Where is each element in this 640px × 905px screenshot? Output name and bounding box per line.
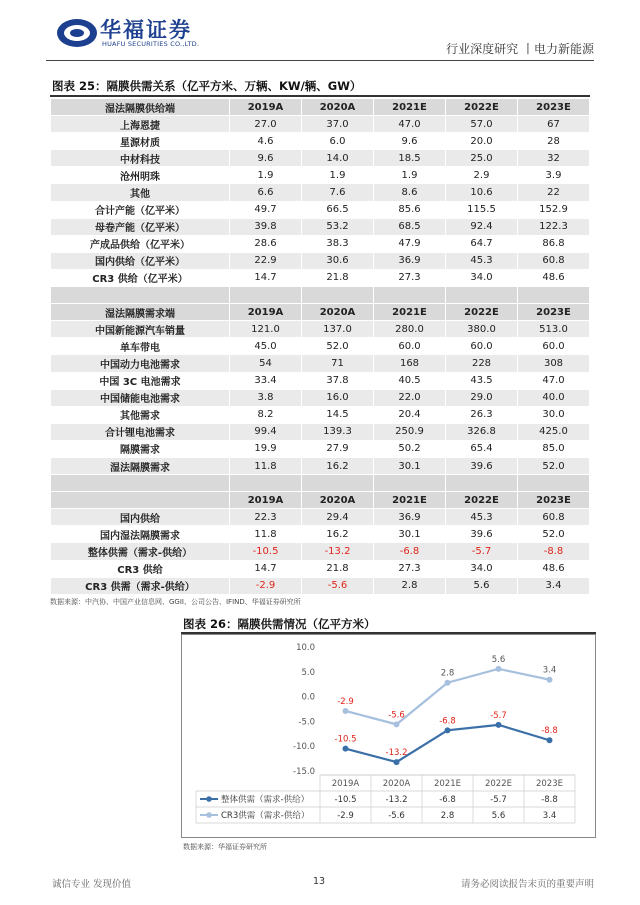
legend-table-value: -13.2 bbox=[385, 795, 408, 805]
value-cell: 228 bbox=[446, 355, 518, 372]
table-row bbox=[51, 406, 590, 423]
data-label: -5.6 bbox=[388, 710, 405, 721]
value-cell: 380.0 bbox=[446, 321, 518, 338]
value-cell: 60.0 bbox=[446, 338, 518, 355]
value-cell: 121.0 bbox=[230, 321, 302, 338]
year-header-cell: 2021E bbox=[374, 304, 446, 321]
value-cell: 67 bbox=[518, 116, 590, 133]
value-cell: 36.9 bbox=[374, 252, 446, 269]
data-label: -13.2 bbox=[385, 748, 408, 759]
data-point bbox=[445, 727, 451, 733]
value-cell: 425.0 bbox=[518, 423, 590, 440]
value-cell: 40.5 bbox=[374, 372, 446, 389]
row-label-cell: 上海恩捷 bbox=[51, 116, 230, 133]
value-cell: 27.0 bbox=[230, 116, 302, 133]
year-header-cell: 2019A bbox=[230, 99, 302, 116]
company-logo bbox=[56, 12, 226, 54]
figure-26-source: 数据来源：华福证券研究所 bbox=[183, 843, 267, 851]
value-cell: 3.4 bbox=[518, 577, 590, 594]
value-cell: 18.5 bbox=[374, 150, 446, 167]
figure-25-rule bbox=[50, 95, 590, 97]
value-cell: 11.8 bbox=[230, 526, 302, 543]
value-cell: 1.9 bbox=[230, 167, 302, 184]
table-header-row bbox=[51, 99, 590, 116]
figure-25-source: 数据来源：中汽协、中国产业信息网、GGII、公司公告、IFIND、华福证券研究所 bbox=[50, 598, 301, 606]
value-cell: 21.8 bbox=[302, 269, 374, 286]
value-cell: 137.0 bbox=[302, 321, 374, 338]
y-tick-label: -5.0 bbox=[298, 717, 315, 728]
year-header-cell: 2021E bbox=[374, 99, 446, 116]
legend-swatch-marker bbox=[206, 812, 212, 818]
value-cell: 40.0 bbox=[518, 389, 590, 406]
value-cell: 7.6 bbox=[302, 184, 374, 201]
value-cell: 37.0 bbox=[302, 116, 374, 133]
table-row bbox=[51, 252, 590, 269]
value-cell: 54 bbox=[230, 355, 302, 372]
value-cell: 9.6 bbox=[230, 150, 302, 167]
x-category-label: 2020A bbox=[382, 779, 411, 789]
value-cell: 5.6 bbox=[446, 577, 518, 594]
value-cell: 14.7 bbox=[230, 269, 302, 286]
data-point bbox=[343, 746, 349, 752]
logo-emblem-icon bbox=[56, 12, 98, 54]
value-cell: 60.0 bbox=[374, 338, 446, 355]
value-cell: 26.3 bbox=[446, 406, 518, 423]
data-point bbox=[445, 680, 451, 686]
value-cell: 30.6 bbox=[302, 252, 374, 269]
row-label-cell: 其他需求 bbox=[51, 406, 230, 423]
x-category-label: 2023E bbox=[535, 779, 564, 789]
row-label-cell: CR3 供需（需求-供给） bbox=[51, 577, 230, 594]
legend-table-value: 5.6 bbox=[491, 811, 506, 821]
header-section-label: 行业深度研究 丨电力新能源 bbox=[446, 42, 594, 56]
table-row bbox=[51, 543, 590, 560]
value-cell: 250.9 bbox=[374, 423, 446, 440]
table-row bbox=[51, 526, 590, 543]
value-cell: 3.9 bbox=[518, 167, 590, 184]
value-cell: 22.9 bbox=[230, 252, 302, 269]
figure-25-title: 图表 25：隔膜供需关系（亿平方米、万辆、KW/辆、GW） bbox=[52, 79, 362, 93]
value-cell: 60.8 bbox=[518, 252, 590, 269]
value-cell: 9.6 bbox=[374, 133, 446, 150]
value-cell: 71 bbox=[302, 355, 374, 372]
table-row bbox=[51, 372, 590, 389]
footer-motto: 诚信专业 发现价值 bbox=[52, 879, 132, 890]
year-header-cell: 2020A bbox=[302, 99, 374, 116]
value-cell: 16.0 bbox=[302, 389, 374, 406]
supply-demand-line-chart bbox=[182, 635, 595, 837]
value-cell: 85.6 bbox=[374, 201, 446, 218]
value-cell: 6.0 bbox=[302, 133, 374, 150]
table-row bbox=[51, 440, 590, 457]
table-row bbox=[51, 577, 590, 594]
value-cell: 38.3 bbox=[302, 235, 374, 252]
y-tick-label: -15.0 bbox=[293, 767, 315, 777]
x-category-label: 2022E bbox=[484, 779, 513, 789]
value-cell: 45.0 bbox=[230, 338, 302, 355]
data-point bbox=[496, 666, 502, 672]
value-cell: 39.6 bbox=[446, 526, 518, 543]
data-point bbox=[343, 708, 349, 714]
value-cell: 16.2 bbox=[302, 526, 374, 543]
row-label-cell: CR3 供给（亿平米） bbox=[51, 269, 230, 286]
value-cell: 30.1 bbox=[374, 526, 446, 543]
value-cell: 36.9 bbox=[374, 509, 446, 526]
data-label: 5.6 bbox=[491, 654, 506, 665]
legend-table-value: 3.4 bbox=[542, 811, 557, 821]
year-header-cell: 2019A bbox=[230, 304, 302, 321]
legend-table-value: 2.8 bbox=[440, 811, 455, 821]
value-cell: 22.3 bbox=[230, 509, 302, 526]
table-row bbox=[51, 423, 590, 440]
value-cell: 11.8 bbox=[230, 457, 302, 474]
value-cell: 48.6 bbox=[518, 269, 590, 286]
year-header-cell: 2022E bbox=[446, 492, 518, 509]
section-title-cell bbox=[51, 492, 230, 509]
value-cell: 85.0 bbox=[518, 440, 590, 457]
year-header-cell: 2022E bbox=[446, 99, 518, 116]
value-cell: -5.7 bbox=[446, 543, 518, 560]
row-label-cell: 合计产能（亿平米） bbox=[51, 201, 230, 218]
value-cell: 25.0 bbox=[446, 150, 518, 167]
chart-frame bbox=[181, 634, 596, 838]
value-cell: 14.7 bbox=[230, 560, 302, 577]
row-label-cell: 国内供给 bbox=[51, 509, 230, 526]
value-cell: 4.6 bbox=[230, 133, 302, 150]
table-row bbox=[51, 218, 590, 235]
table-row bbox=[51, 269, 590, 286]
value-cell: -13.2 bbox=[302, 543, 374, 560]
table-row bbox=[51, 150, 590, 167]
value-cell: 139.3 bbox=[302, 423, 374, 440]
value-cell: 326.8 bbox=[446, 423, 518, 440]
section-spacer-row bbox=[51, 287, 590, 304]
y-tick-label: -10.0 bbox=[293, 742, 315, 753]
value-cell: 122.3 bbox=[518, 218, 590, 235]
row-label-cell: 中国储能电池需求 bbox=[51, 389, 230, 406]
page-number: 13 bbox=[313, 876, 326, 887]
row-label-cell: 国内湿法隔膜需求 bbox=[51, 526, 230, 543]
data-point bbox=[394, 721, 400, 727]
value-cell: 27.3 bbox=[374, 269, 446, 286]
table-row bbox=[51, 509, 590, 526]
value-cell: 57.0 bbox=[446, 116, 518, 133]
row-label-cell: 沧州明珠 bbox=[51, 167, 230, 184]
value-cell: -5.6 bbox=[302, 577, 374, 594]
value-cell: 34.0 bbox=[446, 560, 518, 577]
value-cell: 1.9 bbox=[302, 167, 374, 184]
row-label-cell: 中国新能源汽车销量 bbox=[51, 321, 230, 338]
value-cell: -10.5 bbox=[230, 543, 302, 560]
value-cell: 6.6 bbox=[230, 184, 302, 201]
row-label-cell: 中材科技 bbox=[51, 150, 230, 167]
value-cell: 19.9 bbox=[230, 440, 302, 457]
value-cell: 65.4 bbox=[446, 440, 518, 457]
value-cell: 37.8 bbox=[302, 372, 374, 389]
table-row bbox=[51, 167, 590, 184]
value-cell: 14.0 bbox=[302, 150, 374, 167]
x-category-label: 2021E bbox=[433, 779, 462, 789]
value-cell: 33.4 bbox=[230, 372, 302, 389]
legend-table-value: -8.8 bbox=[541, 795, 558, 805]
row-label-cell: 母卷产能（亿平米） bbox=[51, 218, 230, 235]
value-cell: 14.5 bbox=[302, 406, 374, 423]
value-cell: 60.0 bbox=[518, 338, 590, 355]
section-title-cell: 湿法隔膜需求端 bbox=[51, 304, 230, 321]
value-cell: 2.9 bbox=[446, 167, 518, 184]
data-label: 3.4 bbox=[542, 665, 557, 676]
data-label: -10.5 bbox=[334, 734, 357, 745]
value-cell: 68.5 bbox=[374, 218, 446, 235]
value-cell: -6.8 bbox=[374, 543, 446, 560]
data-label: -5.7 bbox=[490, 710, 507, 721]
table-row bbox=[51, 321, 590, 338]
value-cell: 66.5 bbox=[302, 201, 374, 218]
supply-demand-table bbox=[50, 98, 590, 595]
x-category-label: 2019A bbox=[331, 779, 360, 789]
value-cell: 60.8 bbox=[518, 509, 590, 526]
table-row bbox=[51, 235, 590, 252]
data-label: -6.8 bbox=[439, 716, 456, 727]
row-label-cell: 合计锂电池需求 bbox=[51, 423, 230, 440]
year-header-cell: 2021E bbox=[374, 492, 446, 509]
legend-table-value: -2.9 bbox=[337, 811, 354, 821]
data-point bbox=[547, 737, 553, 743]
table-row bbox=[51, 201, 590, 218]
value-cell: 29.4 bbox=[302, 509, 374, 526]
value-cell: 64.7 bbox=[446, 235, 518, 252]
section-title-cell: 湿法隔膜供给端 bbox=[51, 99, 230, 116]
section-spacer-row bbox=[51, 475, 590, 492]
value-cell: 29.0 bbox=[446, 389, 518, 406]
value-cell: 22 bbox=[518, 184, 590, 201]
value-cell: 1.9 bbox=[374, 167, 446, 184]
table-row bbox=[51, 389, 590, 406]
value-cell: 52.0 bbox=[518, 457, 590, 474]
value-cell: 20.0 bbox=[446, 133, 518, 150]
row-label-cell: 国内供给（亿平米） bbox=[51, 252, 230, 269]
value-cell: 49.7 bbox=[230, 201, 302, 218]
table-row bbox=[51, 457, 590, 474]
value-cell: 2.8 bbox=[374, 577, 446, 594]
row-label-cell: 整体供需（需求-供给） bbox=[51, 543, 230, 560]
value-cell: 27.9 bbox=[302, 440, 374, 457]
year-header-cell: 2020A bbox=[302, 492, 374, 509]
row-label-cell: 中国动力电池需求 bbox=[51, 355, 230, 372]
value-cell: 21.8 bbox=[302, 560, 374, 577]
y-tick-label: 5.0 bbox=[301, 667, 315, 678]
y-tick-label: 0.0 bbox=[301, 692, 315, 703]
row-label-cell: 产成品供给（亿平米） bbox=[51, 235, 230, 252]
data-point bbox=[496, 722, 502, 728]
legend-table-value: -5.7 bbox=[490, 795, 507, 805]
value-cell: 99.4 bbox=[230, 423, 302, 440]
value-cell: 8.2 bbox=[230, 406, 302, 423]
logo-chinese-name: 华福证券 bbox=[100, 18, 192, 42]
legend-table-value: -10.5 bbox=[334, 795, 357, 805]
data-point bbox=[547, 677, 553, 683]
legend-swatch-marker bbox=[206, 796, 212, 802]
value-cell: 280.0 bbox=[374, 321, 446, 338]
value-cell: 52.0 bbox=[302, 338, 374, 355]
value-cell: 39.6 bbox=[446, 457, 518, 474]
legend-series-name: 整体供需（需求-供给） bbox=[221, 795, 310, 805]
row-label-cell: 隔膜需求 bbox=[51, 440, 230, 457]
value-cell: 50.2 bbox=[374, 440, 446, 457]
y-tick-label: 10.0 bbox=[296, 643, 315, 653]
row-label-cell: 单车带电 bbox=[51, 338, 230, 355]
row-label-cell: 湿法隔膜需求 bbox=[51, 457, 230, 474]
value-cell: 34.0 bbox=[446, 269, 518, 286]
value-cell: 53.2 bbox=[302, 218, 374, 235]
value-cell: 47.0 bbox=[374, 116, 446, 133]
logo-english-name: HUAFU SECURITIES CO.,LTD. bbox=[102, 40, 200, 48]
value-cell: 308 bbox=[518, 355, 590, 372]
value-cell: 513.0 bbox=[518, 321, 590, 338]
year-header-cell: 2023E bbox=[518, 492, 590, 509]
footer-disclaimer: 请务必阅读报告末页的重要声明 bbox=[460, 879, 594, 890]
value-cell: 28.6 bbox=[230, 235, 302, 252]
value-cell: 45.3 bbox=[446, 509, 518, 526]
legend-series-name: CR3供需（需求-供给） bbox=[221, 811, 310, 821]
value-cell: 48.6 bbox=[518, 560, 590, 577]
value-cell: 168 bbox=[374, 355, 446, 372]
legend-table-value: -5.6 bbox=[388, 811, 405, 821]
header-divider bbox=[46, 60, 594, 61]
value-cell: 47.0 bbox=[518, 372, 590, 389]
table-row bbox=[51, 355, 590, 372]
row-label-cell: 其他 bbox=[51, 184, 230, 201]
table-row bbox=[51, 338, 590, 355]
table-row bbox=[51, 116, 590, 133]
data-label: -8.8 bbox=[541, 726, 558, 737]
year-header-cell: 2023E bbox=[518, 304, 590, 321]
data-point bbox=[394, 759, 400, 765]
value-cell: 28 bbox=[518, 133, 590, 150]
value-cell: 16.2 bbox=[302, 457, 374, 474]
value-cell: 39.8 bbox=[230, 218, 302, 235]
row-label-cell: 中国 3C 电池需求 bbox=[51, 372, 230, 389]
data-label: -2.9 bbox=[337, 696, 354, 707]
table-row bbox=[51, 184, 590, 201]
data-label: 2.8 bbox=[440, 668, 455, 679]
value-cell: 3.8 bbox=[230, 389, 302, 406]
value-cell: 30.1 bbox=[374, 457, 446, 474]
row-label-cell: CR3 供给 bbox=[51, 560, 230, 577]
value-cell: 52.0 bbox=[518, 526, 590, 543]
value-cell: -2.9 bbox=[230, 577, 302, 594]
value-cell: 8.6 bbox=[374, 184, 446, 201]
year-header-cell: 2022E bbox=[446, 304, 518, 321]
value-cell: 22.0 bbox=[374, 389, 446, 406]
value-cell: 92.4 bbox=[446, 218, 518, 235]
table-row bbox=[51, 560, 590, 577]
table-header-row bbox=[51, 492, 590, 509]
year-header-cell: 2023E bbox=[518, 99, 590, 116]
year-header-cell: 2019A bbox=[230, 492, 302, 509]
value-cell: 27.3 bbox=[374, 560, 446, 577]
value-cell: 86.8 bbox=[518, 235, 590, 252]
value-cell: 32 bbox=[518, 150, 590, 167]
table-header-row bbox=[51, 304, 590, 321]
row-label-cell: 星源材质 bbox=[51, 133, 230, 150]
value-cell: 43.5 bbox=[446, 372, 518, 389]
value-cell: 30.0 bbox=[518, 406, 590, 423]
figure-26-title: 图表 26：隔膜供需情况（亿平方米） bbox=[183, 617, 376, 631]
legend-table-value: -6.8 bbox=[439, 795, 456, 805]
value-cell: 152.9 bbox=[518, 201, 590, 218]
value-cell: 20.4 bbox=[374, 406, 446, 423]
value-cell: 45.3 bbox=[446, 252, 518, 269]
value-cell: 10.6 bbox=[446, 184, 518, 201]
value-cell: -8.8 bbox=[518, 543, 590, 560]
value-cell: 47.9 bbox=[374, 235, 446, 252]
value-cell: 115.5 bbox=[446, 201, 518, 218]
year-header-cell: 2020A bbox=[302, 304, 374, 321]
table-row bbox=[51, 133, 590, 150]
